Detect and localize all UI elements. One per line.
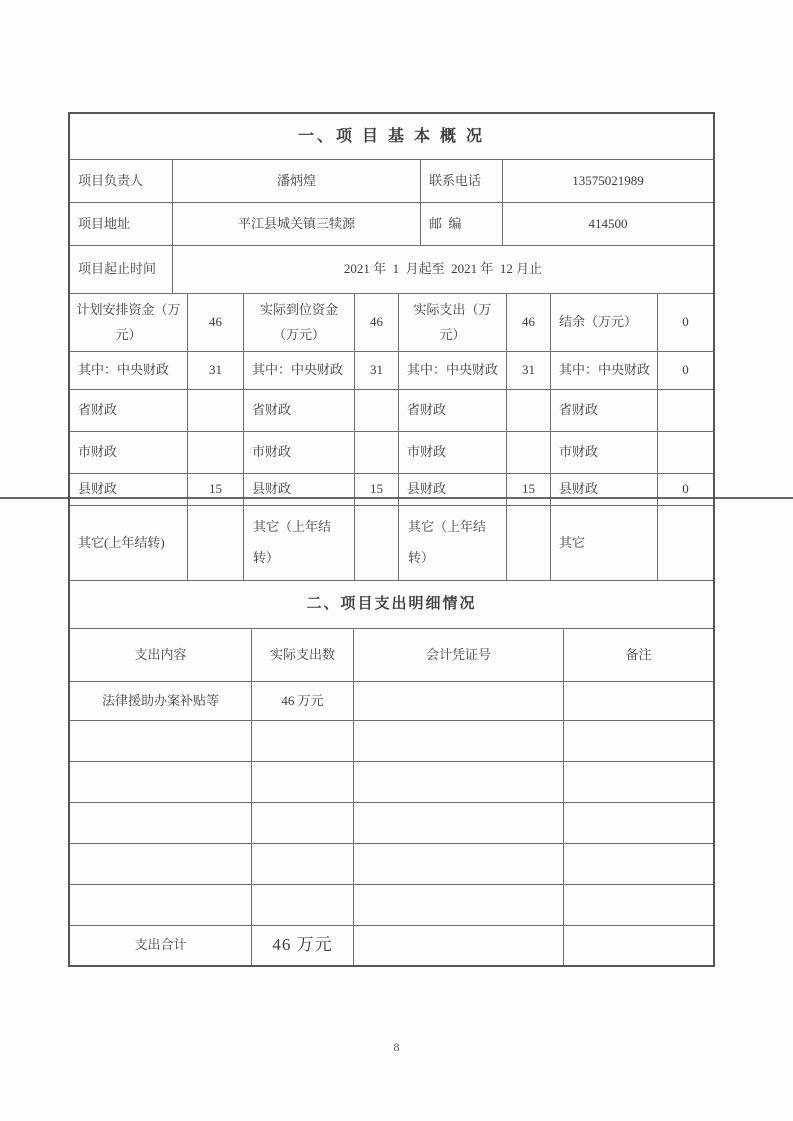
expense-content-cell — [70, 803, 251, 843]
balance-label: 结余（万元） — [550, 294, 657, 351]
other-carryover-label: 其它（上年结转） — [243, 506, 354, 580]
county-finance-value: 15 — [354, 474, 398, 505]
address-label: 项目地址 — [78, 215, 131, 231]
expense-total-row — [70, 925, 713, 965]
expense-row — [70, 802, 713, 843]
expense-content-cell — [70, 721, 251, 761]
period-value: 2021 年 1 月起至 2021 年 12 月止 — [172, 246, 713, 293]
county-finance-value: 15 — [506, 474, 550, 505]
phone-label: 联系电话 — [420, 160, 502, 202]
county-finance-value: 0 — [657, 474, 713, 505]
section2-title: 二、项目支出明细情况 — [306, 595, 477, 612]
expense-row — [70, 761, 713, 802]
phone-value: 13575021989 — [502, 160, 713, 202]
page-number: 8 — [393, 1040, 400, 1054]
address-value: 平江县城关镇三犊源 — [172, 203, 420, 245]
central-finance-value: 31 — [354, 352, 398, 389]
municipal-finance-value — [657, 432, 713, 473]
municipal-finance-value — [506, 432, 550, 473]
funding-row-provincial — [70, 389, 713, 431]
central-finance-label: 其中：中央财政 — [398, 352, 506, 389]
voucher-number-header: 会计凭证号 — [353, 629, 563, 681]
planned-funds-label: 计划安排资金（万元） — [76, 301, 181, 342]
central-finance-label: 其中：中央财政 — [78, 362, 170, 378]
expense-content-cell — [70, 885, 251, 925]
other-value — [657, 506, 713, 580]
expense-remark-cell — [563, 885, 713, 925]
funding-row-county — [70, 473, 713, 505]
expense-amount-cell — [251, 762, 353, 802]
expense-voucher-cell — [353, 844, 563, 884]
expense-remark-cell — [563, 844, 713, 884]
other-carryover-label: 其它（上年结转） — [398, 506, 506, 580]
expense-amount-cell — [251, 844, 353, 884]
central-finance-label: 其中：中央财政 — [550, 352, 657, 389]
other-carryover-label: 其它(上年结转) — [78, 534, 165, 550]
central-finance-label: 其中：中央财政 — [243, 352, 354, 389]
received-funds-value: 46 — [354, 294, 398, 351]
period-row — [70, 245, 713, 293]
provincial-finance-value — [506, 390, 550, 431]
expense-remark-cell — [563, 762, 713, 802]
county-finance-label: 县财政 — [78, 481, 118, 497]
provincial-finance-value — [657, 390, 713, 431]
expense-row — [70, 720, 713, 761]
project-report-form — [68, 112, 715, 967]
municipal-finance-value — [187, 432, 243, 473]
actual-spend-label: 实际支出（万元） — [398, 294, 506, 351]
provincial-finance-label: 省财政 — [78, 402, 118, 418]
central-finance-value: 0 — [657, 352, 713, 389]
address-row — [70, 202, 713, 245]
county-finance-label: 县财政 — [398, 474, 506, 505]
expense-total-voucher-cell — [353, 926, 563, 965]
expense-content-cell: 法律援助办案补贴等 — [101, 692, 219, 708]
expense-voucher-cell — [353, 721, 563, 761]
expense-voucher-cell — [353, 682, 563, 720]
expense-voucher-cell — [353, 885, 563, 925]
expense-row — [70, 843, 713, 884]
funding-row-central — [70, 351, 713, 389]
funding-row-municipal — [70, 431, 713, 473]
section1-title-row — [70, 114, 713, 159]
section1-title: 一、项 目 基 本 概 况 — [297, 127, 485, 145]
other-label: 其它 — [550, 506, 657, 580]
municipal-finance-label: 市财政 — [78, 444, 118, 460]
section2-title-row — [70, 580, 713, 628]
postcode-value: 414500 — [502, 203, 713, 245]
expense-row — [70, 681, 713, 720]
leader-value: 潘炳煌 — [172, 160, 420, 202]
provincial-finance-label: 省财政 — [398, 390, 506, 431]
provincial-finance-label: 省财政 — [243, 390, 354, 431]
balance-value: 0 — [657, 294, 713, 351]
planned-funds-value: 46 — [187, 294, 243, 351]
remark-header: 备注 — [563, 629, 713, 681]
leader-label: 项目负责人 — [78, 172, 144, 188]
municipal-finance-label: 市财政 — [243, 432, 354, 473]
scan-fold-line — [0, 497, 793, 499]
municipal-finance-label: 市财政 — [398, 432, 506, 473]
expense-amount-cell — [251, 721, 353, 761]
funding-row-totals — [70, 293, 713, 351]
expense-remark-cell — [563, 682, 713, 720]
expense-voucher-cell — [353, 803, 563, 843]
expense-total-label: 支出合计 — [134, 937, 187, 953]
expense-content-cell — [70, 762, 251, 802]
expense-header-row — [70, 628, 713, 681]
actual-amount-header: 实际支出数 — [251, 629, 353, 681]
expense-amount-cell — [251, 803, 353, 843]
received-funds-label: 实际到位资金（万元） — [243, 294, 354, 351]
expense-voucher-cell — [353, 762, 563, 802]
expense-amount-cell: 46 万元 — [251, 682, 353, 720]
leader-row — [70, 159, 713, 202]
funding-row-other — [70, 505, 713, 580]
provincial-finance-value — [354, 390, 398, 431]
county-finance-label: 县财政 — [243, 474, 354, 505]
expense-content-header: 支出内容 — [134, 646, 187, 662]
expense-remark-cell — [563, 803, 713, 843]
municipal-finance-label: 市财政 — [550, 432, 657, 473]
expense-total-remark-cell — [563, 926, 713, 965]
expense-remark-cell — [563, 721, 713, 761]
expense-content-cell — [70, 844, 251, 884]
municipal-finance-value — [354, 432, 398, 473]
central-finance-value: 31 — [506, 352, 550, 389]
expense-amount-cell — [251, 885, 353, 925]
provincial-finance-value — [187, 390, 243, 431]
expense-total-value: 46 万元 — [251, 926, 353, 965]
other-carryover-value — [354, 506, 398, 580]
other-carryover-value — [187, 506, 243, 580]
other-carryover-value — [506, 506, 550, 580]
provincial-finance-label: 省财政 — [550, 390, 657, 431]
postcode-label: 邮 编 — [420, 203, 502, 245]
central-finance-value: 31 — [187, 352, 243, 389]
county-finance-label: 县财政 — [550, 474, 657, 505]
actual-spend-value: 46 — [506, 294, 550, 351]
expense-row — [70, 884, 713, 925]
period-label: 项目起止时间 — [78, 261, 157, 277]
county-finance-value: 15 — [187, 474, 243, 505]
